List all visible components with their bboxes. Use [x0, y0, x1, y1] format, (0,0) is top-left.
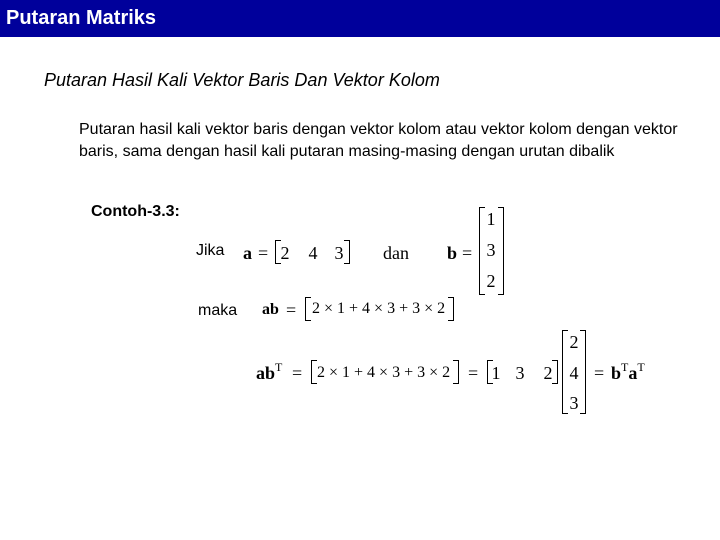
transpose-expression: 2 × 1 + 4 × 3 + 3 × 2 [317, 364, 451, 381]
col-element-1: 2 [569, 332, 579, 352]
b-element-2: 3 [486, 240, 496, 260]
col-element-3: 3 [569, 393, 579, 413]
equals-sign: = [258, 243, 269, 263]
if-word: Jika [196, 242, 225, 259]
b-element-3: 2 [486, 271, 496, 291]
right-bracket [498, 207, 504, 295]
right-bracket [453, 360, 459, 384]
a-element-2: 4 [308, 243, 318, 263]
right-bracket [344, 240, 350, 264]
equals-sign: = [594, 363, 605, 383]
example-label: Contoh-3.3: [91, 203, 180, 220]
right-bracket [580, 330, 586, 414]
vector-b-name: b [447, 243, 458, 263]
row-element-2: 3 [515, 363, 525, 383]
right-bracket [448, 297, 454, 321]
vector-a-name: a [243, 243, 252, 263]
bT-aT-product: $b^Ta^T$ [611, 360, 645, 383]
then-word: maka [198, 302, 238, 319]
a-element-3: 3 [334, 243, 344, 263]
body-paragraph: Putaran hasil kali vektor baris dengan vektor kolom atau vektor kolom dengan vektor baris, sama dengan hasil kali putaran masing-masing dengan urutan dibalik [79, 121, 678, 160]
right-bracket [552, 360, 558, 384]
equals-sign: = [468, 363, 479, 383]
product-expression: 2 × 1 + 4 × 3 + 3 × 2 [312, 300, 446, 317]
col-element-2: 4 [569, 363, 579, 383]
and-word: dan [383, 243, 409, 263]
section-subtitle: Putaran Hasil Kali Vektor Baris Dan Vektor Kolom [44, 70, 440, 90]
product-ab-transpose: $ab^T$ [256, 360, 283, 383]
product-ab-name: ab [262, 301, 279, 318]
row-element-1: 1 [491, 363, 501, 383]
equals-sign: = [292, 363, 303, 383]
slide-title: Putaran Matriks [0, 0, 720, 37]
b-element-1: 1 [486, 209, 496, 229]
left-bracket [305, 297, 311, 321]
row-element-3: 2 [543, 363, 553, 383]
equals-sign: = [462, 243, 473, 263]
a-element-1: 2 [280, 243, 290, 263]
equals-sign: = [286, 300, 297, 320]
